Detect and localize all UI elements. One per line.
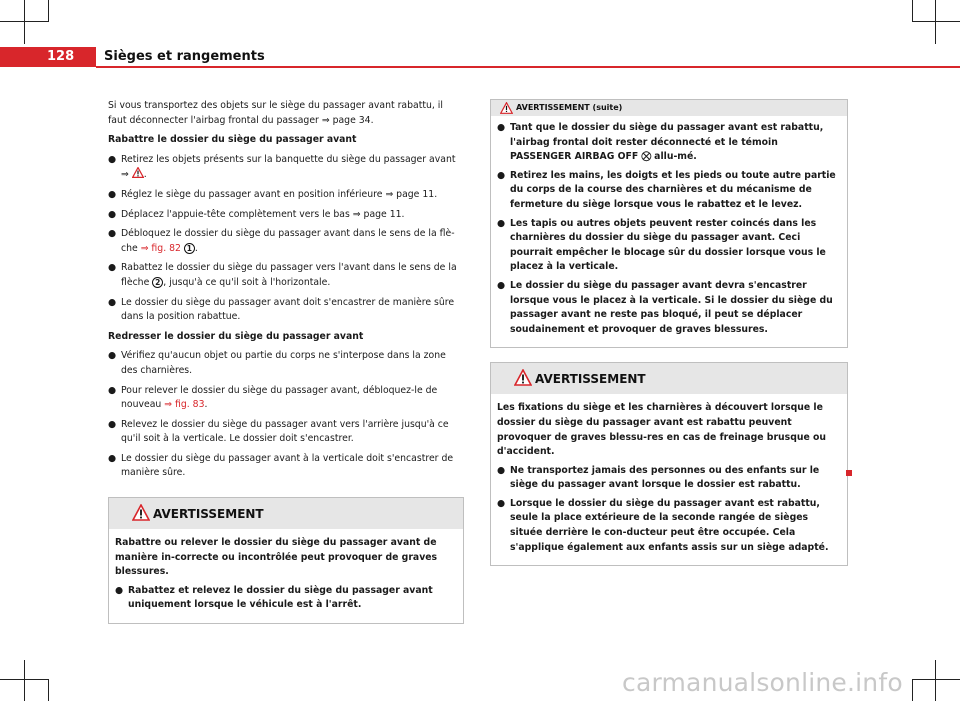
list-item: ● Le dossier du siège du passager avant doit s'encastrer de manière sûre dans la position rabattue.	[108, 296, 455, 323]
warning-title: AVERTISSEMENT	[153, 507, 264, 522]
left-column	[108, 99, 464, 624]
list-item: ● Ne transportez jamais des personnes ou des enfants sur le siège du passager avant lorsque le dossier est rabattu.	[497, 464, 820, 491]
callout-number: 2	[152, 277, 163, 288]
warning-triangle-icon	[132, 167, 144, 178]
warning-body	[491, 116, 847, 347]
intro-paragraph: Si vous transportez des objets sur le siège du passager avant rabattu, il faut déconnecter l'airbag frontal du passager ⇒ page 34.	[108, 100, 443, 126]
list-item: ● Rabattez et relevez le dossier du siège du passager avant uniquement lorsque le véhicule est à l'arrêt.	[115, 584, 433, 611]
page-reference[interactable]: ⇒ page 11	[352, 208, 402, 220]
warning-triangle-icon	[500, 102, 513, 114]
warning-triangle-icon	[132, 504, 150, 521]
figure-reference[interactable]: ⇒ fig. 83	[164, 399, 205, 411]
warning-box	[490, 362, 848, 566]
page-reference[interactable]: ⇒ page 11	[385, 188, 435, 200]
crop-mark	[912, 679, 913, 701]
warning-text: Rabattre ou relever le dossier du siège du passager avant de manière in-correcte ou incontrôlée peut provoquer de graves blessures.	[115, 537, 438, 578]
warning-box-continued	[490, 99, 848, 348]
warning-title: AVERTISSEMENT (suite)	[516, 103, 623, 112]
warning-header	[109, 498, 463, 529]
header-rule	[96, 66, 960, 68]
list-item: ● Réglez le siège du passager avant en position inférieure ⇒ page 11.	[108, 188, 438, 200]
list-item: ● Retirez les mains, les doigts et les pieds ou toute autre partie du corps de la course des charnières et du mécanisme de fermeture du siège lorsque vous le rabattez et le levez.	[497, 169, 836, 210]
callout-number: 1	[184, 243, 195, 254]
list-item: ● Retirez les objets présents sur la banquette du siège du passager avant ⇒ .	[108, 153, 456, 181]
section-heading-raise: Redresser le dossier du siège du passager avant	[108, 330, 364, 342]
crop-mark	[24, 0, 25, 44]
warning-body	[109, 529, 463, 623]
list-item: ● Les tapis ou autres objets peuvent rester coincés dans les charnières du dossier du siège du passager avant. Ceci pourrait empêcher le blocage sûr du dossier lorsque vous le placez à la verticale.	[497, 217, 826, 273]
crop-mark	[24, 660, 25, 701]
list-item: ● Le dossier du siège du passager avant devra s'encastrer lorsque vous le placez à la verticale. Si le dossier du siège du passager avant ne reste pas bloqué, il peut se déplacer soudainement et provoquer de graves blessures.	[497, 279, 833, 335]
list-item: ● Vérifiez qu'aucun objet ou partie du corps ne s'interpose dans la zone des charnières.	[108, 350, 446, 376]
crop-mark	[935, 0, 936, 44]
warning-header	[491, 100, 847, 116]
crop-mark	[912, 0, 913, 22]
section-end-marker	[846, 470, 852, 476]
list-item: ● Déplacez l'appuie-tête complètement vers le bas ⇒ page 11.	[108, 208, 405, 220]
list-item: ● Lorsque le dossier du siège du passager avant est rabattu, seule la place extérieure de la seconde rangée de sièges située derrière le con-ducteur peut être occupée. Cela s'applique également aux enfants assis sur un siège adapté.	[497, 497, 829, 553]
page-number: 128	[0, 47, 96, 67]
warning-box	[108, 497, 464, 624]
warning-triangle-icon	[514, 369, 532, 386]
list-item: ● Tant que le dossier du siège du passager avant est rabattu, l'airbag frontal doit rester déconnecté et le témoin PASSENGER AIRBAG OFF ⛒ allu-mé.	[497, 122, 824, 163]
watermark: carmanualsonline.info	[622, 668, 903, 697]
page-title: Sièges et rangements	[104, 49, 265, 64]
figure-reference[interactable]: ⇒ fig. 82	[140, 242, 181, 254]
list-item: ● Relevez le dossier du siège du passager avant vers l'arrière jusqu'à ce qu'il soit à la verticale. Le dossier doit s'encastrer.	[108, 418, 449, 445]
crop-mark	[48, 0, 49, 22]
warning-header	[491, 363, 847, 394]
warning-body	[491, 394, 847, 565]
list-item: ● Débloquez le dossier du siège du passager avant dans le sens de la flè-che ⇒ fig. 82 1 .	[108, 228, 455, 254]
list-item: ● Le dossier du siège du passager avant à la verticale doit s'encastrer de manière sûre.	[108, 452, 454, 479]
list-item: ● Pour relever le dossier du siège du passager avant, débloquez-le de nouveau ⇒ fig. 83.	[108, 384, 438, 411]
crop-mark	[935, 660, 936, 701]
list-item: ● Rabattez le dossier du siège du passager vers l'avant dans le sens de la flèche 2 , jusqu'à ce qu'il soit à l'horizontale.	[108, 262, 457, 288]
right-column	[490, 99, 848, 566]
warning-title: AVERTISSEMENT	[535, 372, 646, 387]
crop-mark	[48, 679, 49, 701]
crop-mark	[912, 679, 960, 680]
section-heading-fold: Rabattre le dossier du siège du passager avant	[108, 134, 357, 146]
airbag-off-icon: ⛒	[641, 151, 651, 163]
crop-mark	[912, 21, 960, 22]
warning-text: Les fixations du siège et les charnières à découvert lorsque le dossier du siège du passager avant est rabattu peuvent provoquer de graves blessu-res en cas de freinage brusque ou d'accident.	[497, 402, 827, 458]
